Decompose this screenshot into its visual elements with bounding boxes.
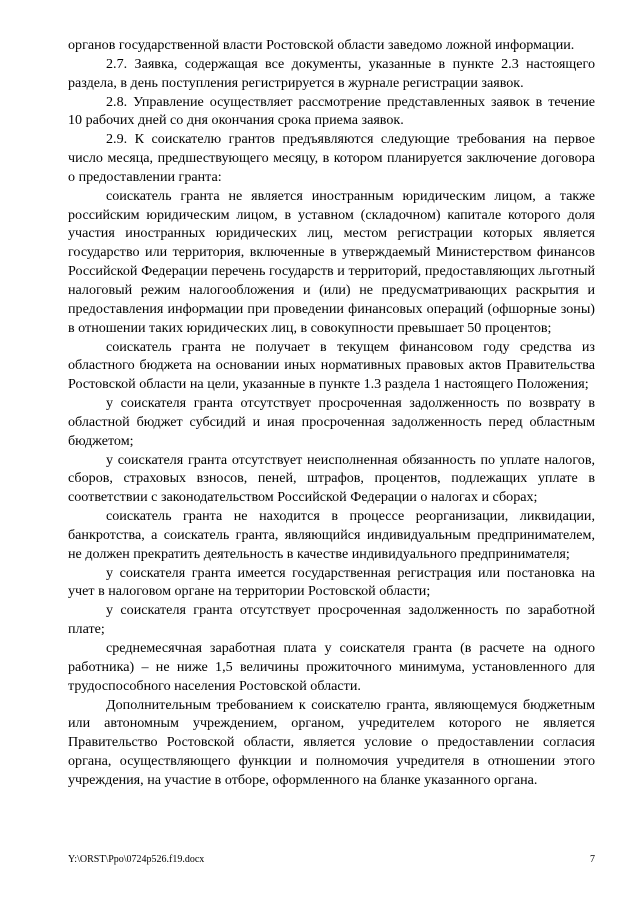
requirement-no-tax-obligations: у соискателя гранта отсутствует неисполненная обязанность по уплате налогов, сборов, страховых взносов, пеней, штрафов, процентов, подлежащих уплате в соответствии с законодательством Российской Федерации о налогах и сборах; [68, 451, 595, 506]
paragraph-2-8: 2.8. Управление осуществляет рассмотрение представленных заявок в течение 10 рабочих дней со дня окончания срока приема заявок. [68, 93, 595, 129]
page-number: 7 [590, 854, 595, 865]
page-footer [68, 854, 595, 866]
paragraph-2-9: 2.9. К соискателю грантов предъявляются следующие требования на первое число месяца, предшествующего месяцу, в котором планируется заключение договора о предоставлении гранта: [68, 131, 595, 185]
paragraph-2-7: 2.7. Заявка, содержащая все документы, указанные в пункте 2.3 настоящего раздела, в день поступления регистрируется в журнале регистрации заявок. [68, 55, 595, 91]
requirement-no-wage-arrears: у соискателя гранта отсутствует просроченная задолженность по заработной плате; [68, 602, 595, 638]
requirement-registration: у соискателя гранта имеется государственная регистрация или постановка на учет в налоговом органе на территории Ростовской области; [68, 564, 595, 600]
requirement-no-other-funding: соискатель гранта не получает в текущем финансовом году средства из областного бюджета на основании иных нормативных правовых актов Правительства Ростовской области на цели, указанные в пункте 1.3 раздела 1 настоящего Положения; [68, 338, 595, 393]
paragraph-1: органов государственной власти Ростовской области заведомо ложной информации. [68, 37, 575, 53]
requirement-foreign-entity: соискатель гранта не является иностранным юридическим лицом, а также российским юридическим лицом, в уставном (складочном) капитале которого доля участия иностранных юридических лиц, местом регистрации которых является государство или территория, включенные в утверждаемый Министерством финансов Российской Федерации перечень государств и территорий, предоставляющих льготный налоговый режим налогообложения и (или) не предусматривающих раскрытия и предоставления информации при проведении финансовых операций (офшорные зоны) в отношении таких юридических лиц, в совокупности превышает 50 процентов; [68, 187, 595, 336]
requirement-no-overdue-budget-debt: у соискателя гранта отсутствует просроченная задолженность по возврату в областной бюджет субсидий и иная просроченная задолженность перед областным бюджетом; [68, 395, 595, 449]
document-page [68, 36, 595, 790]
additional-requirement: Дополнительным требованием к соискателю гранта, являющемуся бюджетным или автономным учреждением, органом, учредителем которого не является Правительство Ростовской области, является условие о предоставлении согласия органа, осуществляющего функции и полномочия учредителя в отношении этого учреждения, на участие в отборе, оформленного на бланке указанного органа. [68, 696, 595, 788]
requirement-average-wage: среднемесячная заработная плата у соискателя гранта (в расчете на одного работника) – не ниже 1,5 величины прожиточного минимума, установленного для трудоспособного населения Ростовской области. [68, 640, 595, 694]
requirement-no-reorganization: соискатель гранта не находится в процессе реорганизации, ликвидации, банкротства, а соискатель гранта, являющийся индивидуальным предпринимателем, не должен прекратить деятельность в качестве индивидуального предпринимателя; [68, 508, 595, 562]
footer-file-path: Y:\ORST\Ppo\0724p526.f19.docx [68, 854, 205, 865]
